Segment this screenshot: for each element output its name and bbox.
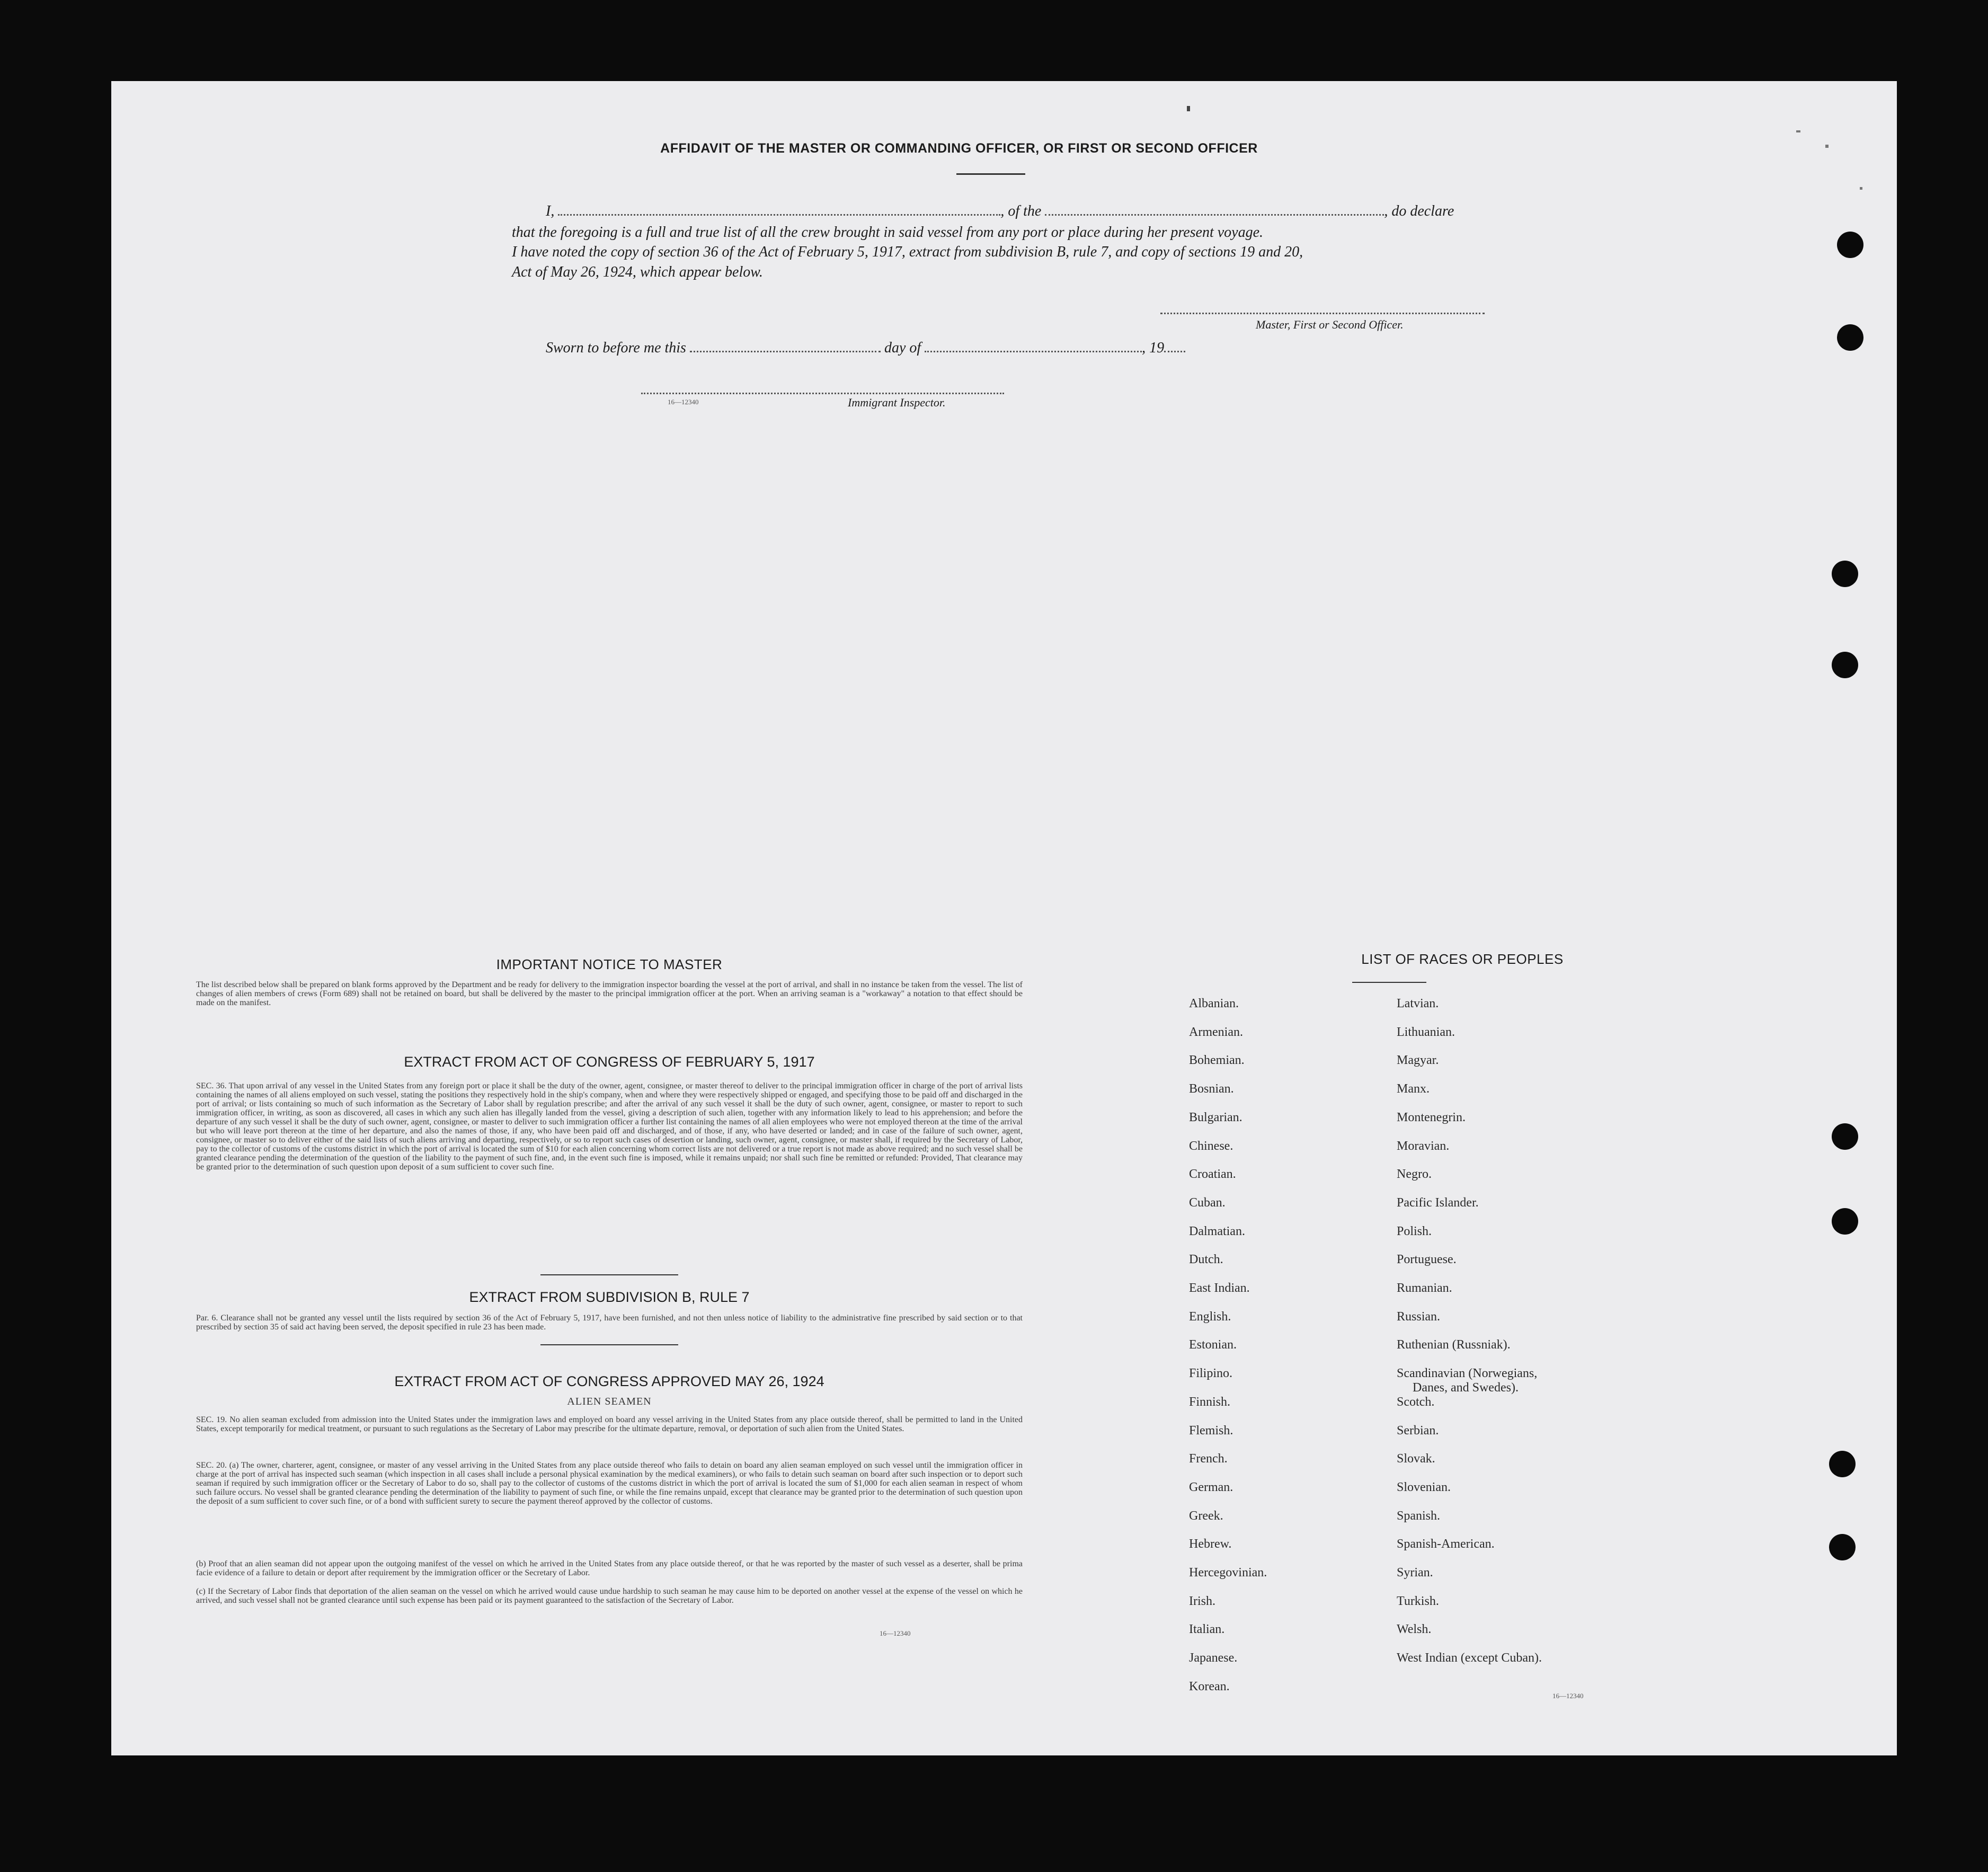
- race-item: Cuban.: [1189, 1196, 1226, 1210]
- extract-1924-title: EXTRACT FROM ACT OF CONGRESS APPROVED MAY 26, 1924: [394, 1373, 824, 1389]
- race-item: Moravian.: [1397, 1139, 1450, 1153]
- race-item-continuation: Danes, and Swedes).: [1413, 1381, 1519, 1395]
- scan-speck: [1860, 187, 1862, 190]
- sworn-day-of: day of: [884, 340, 921, 356]
- race-item: Serbian.: [1397, 1424, 1439, 1438]
- race-item: Irish.: [1189, 1594, 1215, 1608]
- affidavit-of-the: , of the: [1000, 203, 1042, 219]
- divider-rule7: [540, 1344, 678, 1345]
- race-item: Dutch.: [1189, 1253, 1223, 1266]
- race-item: West Indian (except Cuban).: [1397, 1651, 1542, 1665]
- notice-title: IMPORTANT NOTICE TO MASTER: [496, 956, 723, 972]
- inspector-signature-label: Immigrant Inspector.: [848, 396, 946, 409]
- master-signature-label: Master, First or Second Officer.: [1256, 318, 1404, 331]
- race-item: Latvian.: [1397, 997, 1439, 1010]
- race-item: East Indian.: [1189, 1281, 1250, 1295]
- races-form-number: 16—12340: [1552, 1692, 1584, 1700]
- races-divider: [1352, 982, 1426, 983]
- extract-1924-sec19: SEC. 19. No alien seaman excluded from admission into the United States under the immigration laws and employed on board any vessel arriving in the United States from any place outside thereof, shall be permitted to land in the United States, except temporarily for medical treatment, or pursuant to such regulations as the Secretary of Labor may prescribe for the ultimate departure, removal, or deportation of such alien from the United States.: [196, 1415, 1023, 1433]
- vessel-blank: [1045, 214, 1384, 216]
- day-blank: [690, 351, 881, 352]
- race-item: Dalmatian.: [1189, 1225, 1245, 1238]
- punch-hole: [1832, 652, 1858, 678]
- race-item: Russian.: [1397, 1310, 1441, 1324]
- extract-1924-sec20a: SEC. 20. (a) The owner, charterer, agent, consignee, or master of any vessel arriving in the United States from any place outside thereof who fails to detain on board any alien seaman employed on such vessel until the immigration officer in charge at the port of arrival has inspected such seaman (which inspection in all cases shall include a personal physical examination by the medical examiners), or who fails to detain such seaman on board after such inspection or to deport such seaman if required by such immigration officer or the Secretary of Labor to do so, shall pay to the collector of customs of the customs district in which the port of arrival is located the sum of $1,000 for each alien seaman in respect of whom such failure occurs. No vessel shall be granted clearance pending the determination of the liability to payment of such fine, or while the fine remains unpaid, except that clearance may be granted prior to the determination of such question upon the deposit of a sum sufficient to cover such fine, or of a bond with sufficient surety to secure the payment thereof approved by the collector of customs.: [196, 1461, 1023, 1506]
- race-item: Syrian.: [1397, 1566, 1433, 1580]
- sworn-prefix: Sworn to before me this: [546, 340, 686, 356]
- race-item: German.: [1189, 1480, 1233, 1494]
- race-item: Spanish.: [1397, 1509, 1441, 1523]
- extract-1917-title: EXTRACT FROM ACT OF CONGRESS OF FEBRUARY 5, 1917: [404, 1054, 815, 1070]
- race-item: Hebrew.: [1189, 1537, 1232, 1551]
- affidavit-line2: that the foregoing is a full and true list of all the crew brought in said vessel from any port or place during her present voyage.: [512, 224, 1264, 241]
- affidavit-title: AFFIDAVIT OF THE MASTER OR COMMANDING OFFICER, OR FIRST OR SECOND OFFICER: [660, 141, 1258, 156]
- affidavit-i: I,: [546, 203, 555, 219]
- scan-speck: [1825, 145, 1829, 148]
- race-item: Flemish.: [1189, 1424, 1233, 1438]
- affidavit-declare: , do declare: [1384, 203, 1454, 219]
- inspector-signature-line: [641, 393, 1004, 394]
- month-blank: [925, 351, 1142, 352]
- races-column-2: [1397, 997, 1715, 1791]
- race-item: Hercegovinian.: [1189, 1566, 1267, 1580]
- race-item: Slovak.: [1397, 1452, 1435, 1466]
- sworn-year: , 19: [1142, 340, 1165, 356]
- affidavit-line3: I have noted the copy of section 36 of the Act of February 5, 1917, extract from subdivision B, rule 7, and copy of sections 19 and 20,: [512, 244, 1303, 260]
- master-signature-line: [1160, 313, 1485, 314]
- divider-1917: [540, 1274, 678, 1275]
- race-item: Greek.: [1189, 1509, 1223, 1523]
- race-item: Welsh.: [1397, 1622, 1432, 1636]
- year-blank: [1164, 351, 1185, 352]
- race-item: Armenian.: [1189, 1025, 1243, 1039]
- race-item: Finnish.: [1189, 1395, 1231, 1409]
- sworn-line: [546, 340, 1185, 357]
- punch-hole: [1832, 1123, 1858, 1150]
- race-item: Scotch.: [1397, 1395, 1435, 1409]
- race-item: Korean.: [1189, 1680, 1230, 1693]
- extract-1917-text: SEC. 36. That upon arrival of any vessel in the United States from any foreign port or place it shall be the duty of the owner, agent, consignee, or master thereof to deliver to the principal immigration officer in charge of the port of arrival lists containing the names of all aliens employed on such vessel, stating the positions they respectively hold in the ship's company, when and where they were respectively shipped or engaged, and specifying those to be paid off and discharged in the port of arrival; or lists containing so much of such information as the Secretary of Labor shall by regulation prescribe; and after the arrival of any such vessel it shall be the duty of such owner, agent, consignee, or master to report to such immigration officer, in writing, as soon as discovered, all cases in which any such alien has illegally landed from the vessel, giving a description of such alien, together with any information likely to lead to his apprehension; and before the departure of any such vessel it shall be the duty of such owner, agent, consignee, or master to deliver to such immigration officer a further list containing the names of all alien employees who were not employed thereon at the time of the arrival but who will leave port thereon at the time of her departure, and also the names of those, if any, who have been paid off and discharged, and of those, if any, who have deserted or landed; and in case of the failure of such owner, agent, consignee, or master so to deliver either of the said lists of such aliens arriving and departing, respectively, or so to report such cases of desertion or landing, such owner, agent, consignee, or master shall, if required by the Secretary of Labor, pay to the collector of customs of the customs district in which the port of arrival is located the sum of $10 for each alien concerning whom correct lists are not delivered or a true report is not made as above required; and no such vessel shall be granted clearance pending the determination of the question of the liability to the payment of such fine, and, in the event such fine is imposed, while it remains unpaid; nor shall such fine be remitted or refunded: Provided, That clearance may be granted prior to the determination of such question upon deposit of a sum sufficient to cover such fine.: [196, 1081, 1023, 1172]
- race-item: Polish.: [1397, 1225, 1432, 1238]
- extract-rule7-title: EXTRACT FROM SUBDIVISION B, RULE 7: [469, 1289, 750, 1305]
- race-item: Spanish-American.: [1397, 1537, 1495, 1551]
- race-item: French.: [1189, 1452, 1228, 1466]
- punch-hole: [1837, 232, 1863, 258]
- extract-rule7-text: Par. 6. Clearance shall not be granted any vessel until the lists required by section 36 of the Act of February 5, 1917, have been furnished, and not then unless notice of liability to the administrative fine prescribed by said section or to that prescribed by section 35 of said act having been served, the deposit specified in rule 23 has been made.: [196, 1314, 1023, 1332]
- race-item: Magyar.: [1397, 1053, 1439, 1067]
- race-item: Lithuanian.: [1397, 1025, 1455, 1039]
- race-item: Estonian.: [1189, 1338, 1237, 1352]
- race-item: Bohemian.: [1189, 1053, 1245, 1067]
- affidavit-line4: Act of May 26, 1924, which appear below.: [512, 264, 763, 280]
- race-item: English.: [1189, 1310, 1231, 1324]
- punch-hole: [1832, 1208, 1858, 1235]
- affidavit-form-number: 16—12340: [668, 398, 699, 406]
- extract-form-number: 16—12340: [880, 1629, 911, 1637]
- race-item: Portuguese.: [1397, 1253, 1457, 1266]
- race-item: Albanian.: [1189, 997, 1239, 1010]
- race-item: Bulgarian.: [1189, 1111, 1242, 1124]
- race-item: Japanese.: [1189, 1651, 1238, 1665]
- title-divider: [956, 173, 1025, 175]
- race-item: Rumanian.: [1397, 1281, 1452, 1295]
- race-item: Ruthenian (Russniak).: [1397, 1338, 1511, 1352]
- race-item: Negro.: [1397, 1167, 1432, 1181]
- races-title: LIST OF RACES OR PEOPLES: [1361, 951, 1564, 967]
- race-item: Bosnian.: [1189, 1082, 1234, 1096]
- scan-speck: [1796, 130, 1800, 132]
- punch-hole: [1829, 1451, 1856, 1477]
- races-column-1: [1189, 997, 1401, 1791]
- name-blank: [558, 214, 1000, 216]
- race-item: Filipino.: [1189, 1367, 1233, 1380]
- scan-speck: [1187, 106, 1190, 111]
- race-item: Manx.: [1397, 1082, 1430, 1096]
- race-item: Slovenian.: [1397, 1480, 1451, 1494]
- punch-hole: [1837, 324, 1863, 351]
- race-item: Italian.: [1189, 1622, 1225, 1636]
- race-item: Scandinavian (Norwegians,: [1397, 1367, 1538, 1380]
- race-item: Croatian.: [1189, 1167, 1236, 1181]
- document-page: [111, 81, 1897, 1755]
- extract-1924-subtitle: ALIEN SEAMEN: [567, 1396, 652, 1407]
- race-item: Pacific Islander.: [1397, 1196, 1479, 1210]
- punch-hole: [1829, 1534, 1856, 1560]
- race-item: Montenegrin.: [1397, 1111, 1466, 1124]
- extract-1924-sec20c: (c) If the Secretary of Labor finds that deportation of the alien seaman on the vessel on which he arrived would cause undue hardship to such seaman he may cause him to be deported on another vessel at the expense of the vessel on which he arrived, and such vessel shall not be granted clearance until such expense has been paid or its payment guaranteed to the satisfaction of the Secretary of Labor.: [196, 1587, 1023, 1605]
- race-item: Turkish.: [1397, 1594, 1439, 1608]
- notice-text: The list described below shall be prepared on blank forms approved by the Department and be ready for delivery to the immigration inspector boarding the vessel at the port of arrival, and shall in no instance be taken from the vessel. The list of changes of alien members of crews (Form 689) shall not be retained on board, but shall be delivered by the master to the principal immigration officer at the port. When an arriving seaman is a "workaway" a notation to that effect should be made on the manifest.: [196, 980, 1023, 1007]
- punch-hole: [1832, 561, 1858, 587]
- extract-1924-sec20b: (b) Proof that an alien seaman did not appear upon the outgoing manifest of the vessel on which he arrived in the United States from any place outside thereof, or that he was reported by the master of such vessel as a deserter, shall be prima facie evidence of a failure to detain or deport after requirement by the immigration officer or the Secretary of Labor.: [196, 1559, 1023, 1577]
- affidavit-line1: [546, 203, 1521, 220]
- race-item: Chinese.: [1189, 1139, 1233, 1153]
